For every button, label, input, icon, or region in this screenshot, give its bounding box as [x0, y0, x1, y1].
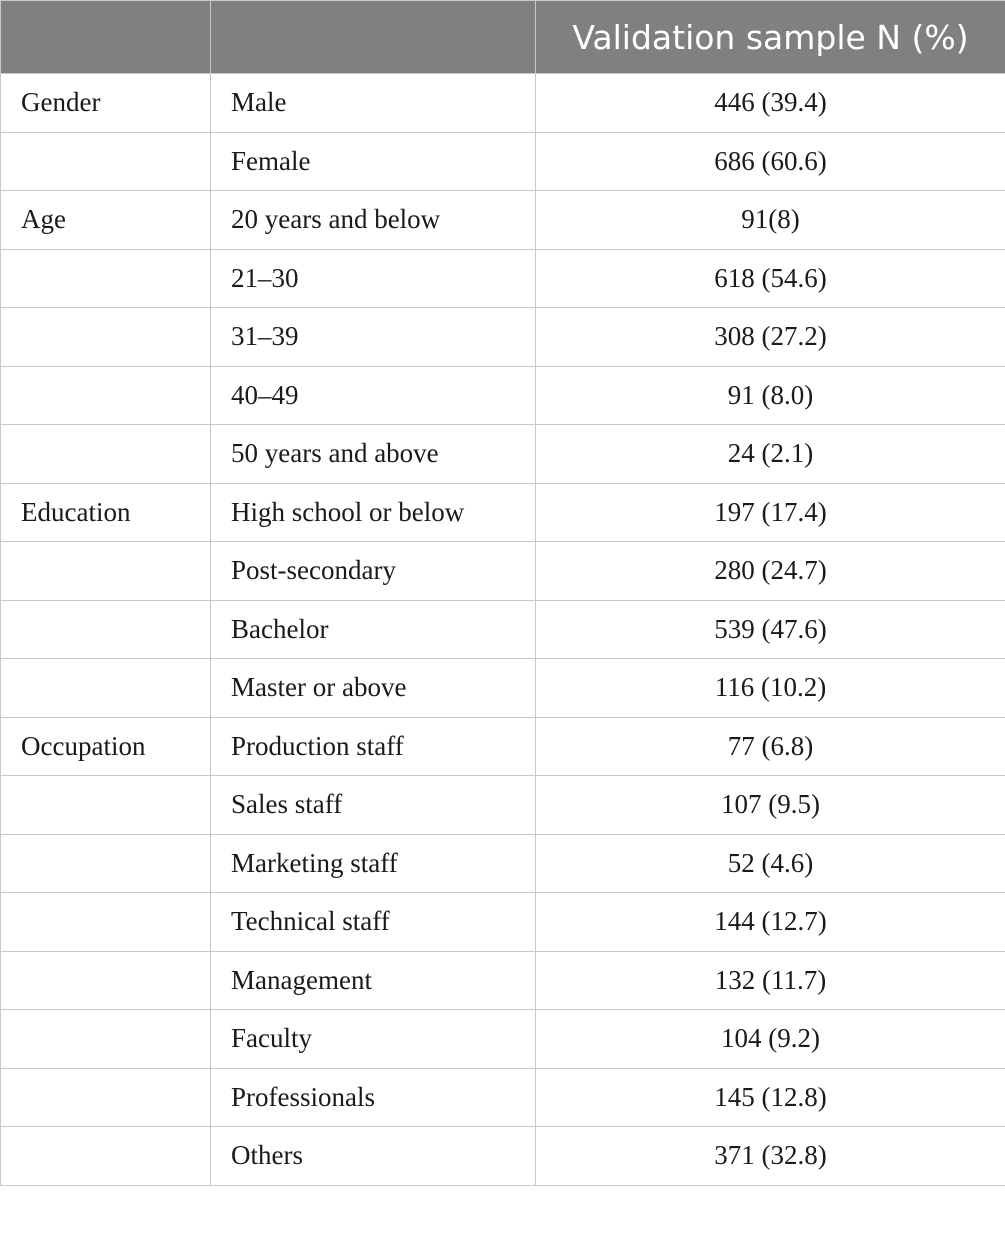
- category-cell: [1, 893, 211, 952]
- subcategory-cell: Sales staff: [211, 776, 536, 835]
- value-cell: 446 (39.4): [536, 74, 1005, 133]
- category-cell: Age: [1, 191, 211, 250]
- value-cell: 280 (24.7): [536, 542, 1005, 601]
- value-cell: 371 (32.8): [536, 1127, 1005, 1186]
- value-cell: 145 (12.8): [536, 1068, 1005, 1127]
- value-cell: 197 (17.4): [536, 483, 1005, 542]
- value-cell: 52 (4.6): [536, 834, 1005, 893]
- table-row: [1, 425, 1005, 484]
- category-cell: [1, 308, 211, 367]
- table-row: [1, 1010, 1005, 1069]
- subcategory-cell: Management: [211, 951, 536, 1010]
- category-cell: Gender: [1, 74, 211, 133]
- subcategory-cell: Male: [211, 74, 536, 133]
- category-cell: [1, 600, 211, 659]
- category-cell: [1, 776, 211, 835]
- value-cell: 539 (47.6): [536, 600, 1005, 659]
- category-cell: [1, 1127, 211, 1186]
- table-row: [1, 1127, 1005, 1186]
- subcategory-cell: Professionals: [211, 1068, 536, 1127]
- value-cell: 116 (10.2): [536, 659, 1005, 718]
- subcategory-cell: High school or below: [211, 483, 536, 542]
- category-cell: Occupation: [1, 717, 211, 776]
- header-cell-category: [1, 1, 211, 74]
- value-cell: 91(8): [536, 191, 1005, 250]
- table-row: [1, 74, 1005, 133]
- category-cell: [1, 659, 211, 718]
- table-row: [1, 366, 1005, 425]
- category-cell: [1, 366, 211, 425]
- category-cell: [1, 425, 211, 484]
- table-row: [1, 776, 1005, 835]
- table-row: [1, 893, 1005, 952]
- table-row: [1, 191, 1005, 250]
- subcategory-cell: Marketing staff: [211, 834, 536, 893]
- table-body: [1, 74, 1005, 1186]
- table-row: [1, 542, 1005, 601]
- subcategory-cell: Faculty: [211, 1010, 536, 1069]
- value-cell: 308 (27.2): [536, 308, 1005, 367]
- table-row: [1, 249, 1005, 308]
- subcategory-cell: 31–39: [211, 308, 536, 367]
- value-cell: 618 (54.6): [536, 249, 1005, 308]
- subcategory-cell: 40–49: [211, 366, 536, 425]
- table-row: [1, 600, 1005, 659]
- subcategory-cell: 21–30: [211, 249, 536, 308]
- table-row: [1, 483, 1005, 542]
- value-cell: 686 (60.6): [536, 132, 1005, 191]
- subcategory-cell: Production staff: [211, 717, 536, 776]
- header-cell-subcategory: [211, 1, 536, 74]
- subcategory-cell: Female: [211, 132, 536, 191]
- header-cell-validation-sample: Validation sample N (%): [536, 1, 1005, 74]
- table-row: [1, 834, 1005, 893]
- table-row: [1, 132, 1005, 191]
- value-cell: 132 (11.7): [536, 951, 1005, 1010]
- category-cell: [1, 249, 211, 308]
- category-cell: [1, 1068, 211, 1127]
- value-cell: 24 (2.1): [536, 425, 1005, 484]
- value-cell: 77 (6.8): [536, 717, 1005, 776]
- table-row: [1, 951, 1005, 1010]
- table-row: [1, 308, 1005, 367]
- subcategory-cell: 50 years and above: [211, 425, 536, 484]
- category-cell: [1, 132, 211, 191]
- table-row: [1, 659, 1005, 718]
- subcategory-cell: Post-secondary: [211, 542, 536, 601]
- value-cell: 107 (9.5): [536, 776, 1005, 835]
- table-row: [1, 717, 1005, 776]
- table-header: [1, 1, 1005, 74]
- header-row: [1, 1, 1005, 74]
- subcategory-cell: Others: [211, 1127, 536, 1186]
- table-row: [1, 1068, 1005, 1127]
- category-cell: [1, 542, 211, 601]
- category-cell: [1, 1010, 211, 1069]
- value-cell: 144 (12.7): [536, 893, 1005, 952]
- subcategory-cell: Bachelor: [211, 600, 536, 659]
- value-cell: 91 (8.0): [536, 366, 1005, 425]
- category-cell: [1, 834, 211, 893]
- subcategory-cell: Technical staff: [211, 893, 536, 952]
- subcategory-cell: Master or above: [211, 659, 536, 718]
- category-cell: [1, 951, 211, 1010]
- subcategory-cell: 20 years and below: [211, 191, 536, 250]
- value-cell: 104 (9.2): [536, 1010, 1005, 1069]
- category-cell: Education: [1, 483, 211, 542]
